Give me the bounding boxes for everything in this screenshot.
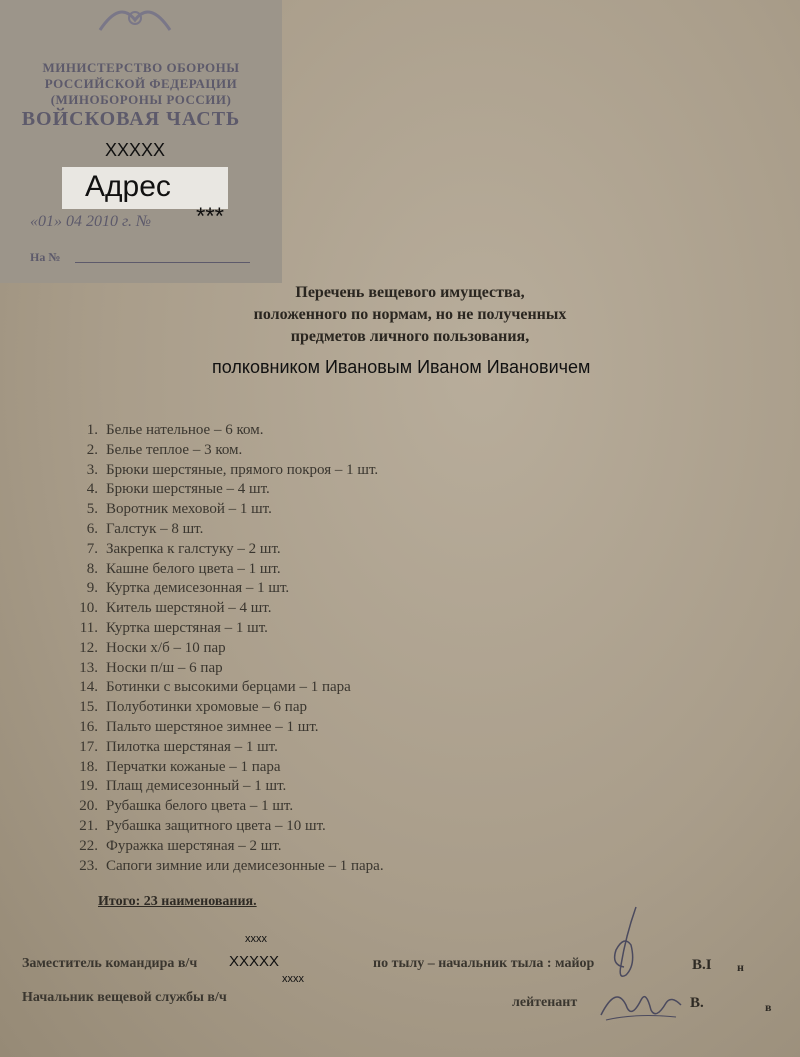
list-item-label: Рубашка белого цвета – 1 шт. (106, 798, 294, 815)
list-item (68, 659, 384, 679)
list-item-number: 21. (79, 817, 98, 834)
list-item (68, 718, 384, 738)
list-item-label: Куртка демисезонная – 1 шт. (106, 580, 290, 597)
list-item (68, 421, 384, 441)
list-item-number: 20. (79, 798, 98, 815)
list-item (68, 758, 384, 778)
list-item-label: Галстук – 8 шт. (106, 520, 204, 537)
stamp-military-unit-line: ВОЙСКОВАЯ ЧАСТЬ (21, 108, 241, 130)
list-item-number: 1. (86, 422, 98, 438)
document-title-line-3: предметов личного пользования, (290, 328, 530, 345)
list-item-number: 23. (79, 857, 98, 874)
list-item-number: 13. (79, 659, 98, 676)
stamp-document-number: *** (196, 203, 225, 230)
clothing-service-chief-label: Начальник вещевой службы в/ч (22, 990, 227, 1005)
list-item-number: 3. (86, 461, 98, 478)
list-item-number: 11. (79, 619, 98, 636)
list-item (68, 461, 384, 481)
stamp-ministry-line: МИНИСТЕРСТВО ОБОРОНЫ (42, 60, 240, 75)
deputy-initial: В.І (692, 957, 712, 973)
list-item-number: 14. (79, 679, 98, 696)
list-item-label: Пальто шерстяное зимнее – 1 шт. (106, 718, 319, 735)
list-item-number: 19. (79, 778, 98, 795)
list-item-label: Куртка шерстяная – 1 шт. (106, 619, 268, 636)
list-item (68, 738, 384, 758)
list-item-label: Кашне белого цвета – 1 шт. (106, 560, 281, 577)
list-item (68, 500, 384, 520)
deputy-mask-bottom: хххх (282, 973, 304, 985)
stamp-short-name-line: (МИНОБОРОНЫ РОССИИ) (50, 92, 232, 107)
list-item (68, 857, 384, 877)
list-item-label: Рубашка защитного цвета – 10 шт. (106, 817, 326, 834)
chief-rank: лейтенант (512, 995, 578, 1010)
list-item-label: Закрепка к галстуку – 2 шт. (106, 540, 281, 557)
list-item-number: 5. (86, 501, 98, 518)
list-item-label: Ботинки с высокими берцами – 1 пара (106, 679, 351, 696)
list-item-label: Белье теплое – 3 ком. (106, 441, 243, 458)
list-item-label: Брюки шерстяные, прямого покроя – 1 шт. (106, 461, 379, 478)
list-item (68, 520, 384, 540)
stamp-date-line (30, 213, 151, 231)
deputy-signature-icon (596, 905, 656, 985)
deputy-position-rank: по тылу – начальник тыла : майор (373, 956, 595, 971)
stamp-reference-underline (75, 262, 250, 263)
list-item (68, 540, 384, 560)
list-item (68, 777, 384, 797)
list-item (68, 560, 384, 580)
chief-initial: В. (690, 995, 704, 1011)
deputy-mask-unit: ХХХХХ (229, 953, 280, 970)
deputy-initial-tail: н (737, 960, 744, 974)
list-item (68, 837, 384, 857)
list-item (68, 579, 384, 599)
list-item-label: Белье нательное – 6 ком. (106, 422, 264, 438)
list-item (68, 480, 384, 500)
list-item (68, 678, 384, 698)
list-item-label: Воротник меховой – 1 шт. (106, 501, 272, 518)
items-list (68, 421, 384, 876)
list-item-label: Брюки шерстяные – 4 шт. (106, 481, 270, 498)
chief-signature-icon (596, 975, 686, 1025)
deputy-commander-label: Заместитель командира в/ч (22, 956, 198, 971)
list-item (68, 797, 384, 817)
list-item-number: 4. (86, 481, 98, 498)
stamp-reference-label: На № (30, 250, 61, 264)
stamp-date-text: «01» 04 2010 г. № (30, 213, 152, 230)
document-title-line-1: Перечень вещевого имущества, (295, 284, 525, 301)
eagle-emblem-icon (80, 0, 190, 40)
unit-number: ХХХХХ (105, 140, 166, 160)
document-title-line-2: положенного по нормам, но не полученных (253, 306, 567, 323)
list-item-number: 6. (86, 520, 98, 537)
person-name: полковником Ивановым Иваном Ивановичем (212, 357, 591, 377)
list-item (68, 619, 384, 639)
deputy-mask-top: хххх (245, 933, 267, 945)
list-item-label: Полуботинки хромовые – 6 пар (106, 699, 307, 716)
chief-initial-tail: в (765, 1000, 772, 1014)
list-item-label: Фуражка шерстяная – 2 шт. (106, 837, 282, 854)
list-item-number: 18. (79, 758, 98, 775)
list-item-number: 16. (79, 718, 98, 735)
items-total: Итого: 23 наименования. (98, 894, 257, 909)
list-item-label: Носки п/ш – 6 пар (106, 659, 223, 676)
list-item-number: 2. (86, 441, 98, 458)
list-item (68, 698, 384, 718)
list-item-number: 7. (86, 540, 98, 557)
list-item-label: Плащ демисезонный – 1 шт. (106, 778, 287, 795)
list-item-label: Сапоги зимние или демисезонные – 1 пара. (106, 857, 384, 874)
stamp-federation-line: РОССИЙСКОЙ ФЕДЕРАЦИИ (44, 76, 238, 91)
list-item-number: 22. (79, 837, 98, 854)
official-stamp-block (0, 0, 282, 283)
list-item (68, 817, 384, 837)
list-item-number: 9. (86, 580, 98, 597)
list-item-number: 12. (79, 639, 98, 656)
address-text: Адрес (85, 170, 171, 203)
list-item-label: Перчатки кожаные – 1 пара (106, 758, 281, 775)
list-item-label: Пилотка шерстяная – 1 шт. (106, 738, 278, 755)
list-item-number: 10. (79, 600, 98, 617)
list-item-label: Китель шерстяной – 4 шт. (106, 600, 272, 617)
list-item-label: Носки х/б – 10 пар (106, 639, 226, 656)
list-item (68, 599, 384, 619)
list-item-number: 8. (86, 560, 98, 577)
list-item-number: 15. (79, 699, 98, 716)
list-item-number: 17. (79, 738, 98, 755)
list-item (68, 441, 384, 461)
list-item (68, 639, 384, 659)
